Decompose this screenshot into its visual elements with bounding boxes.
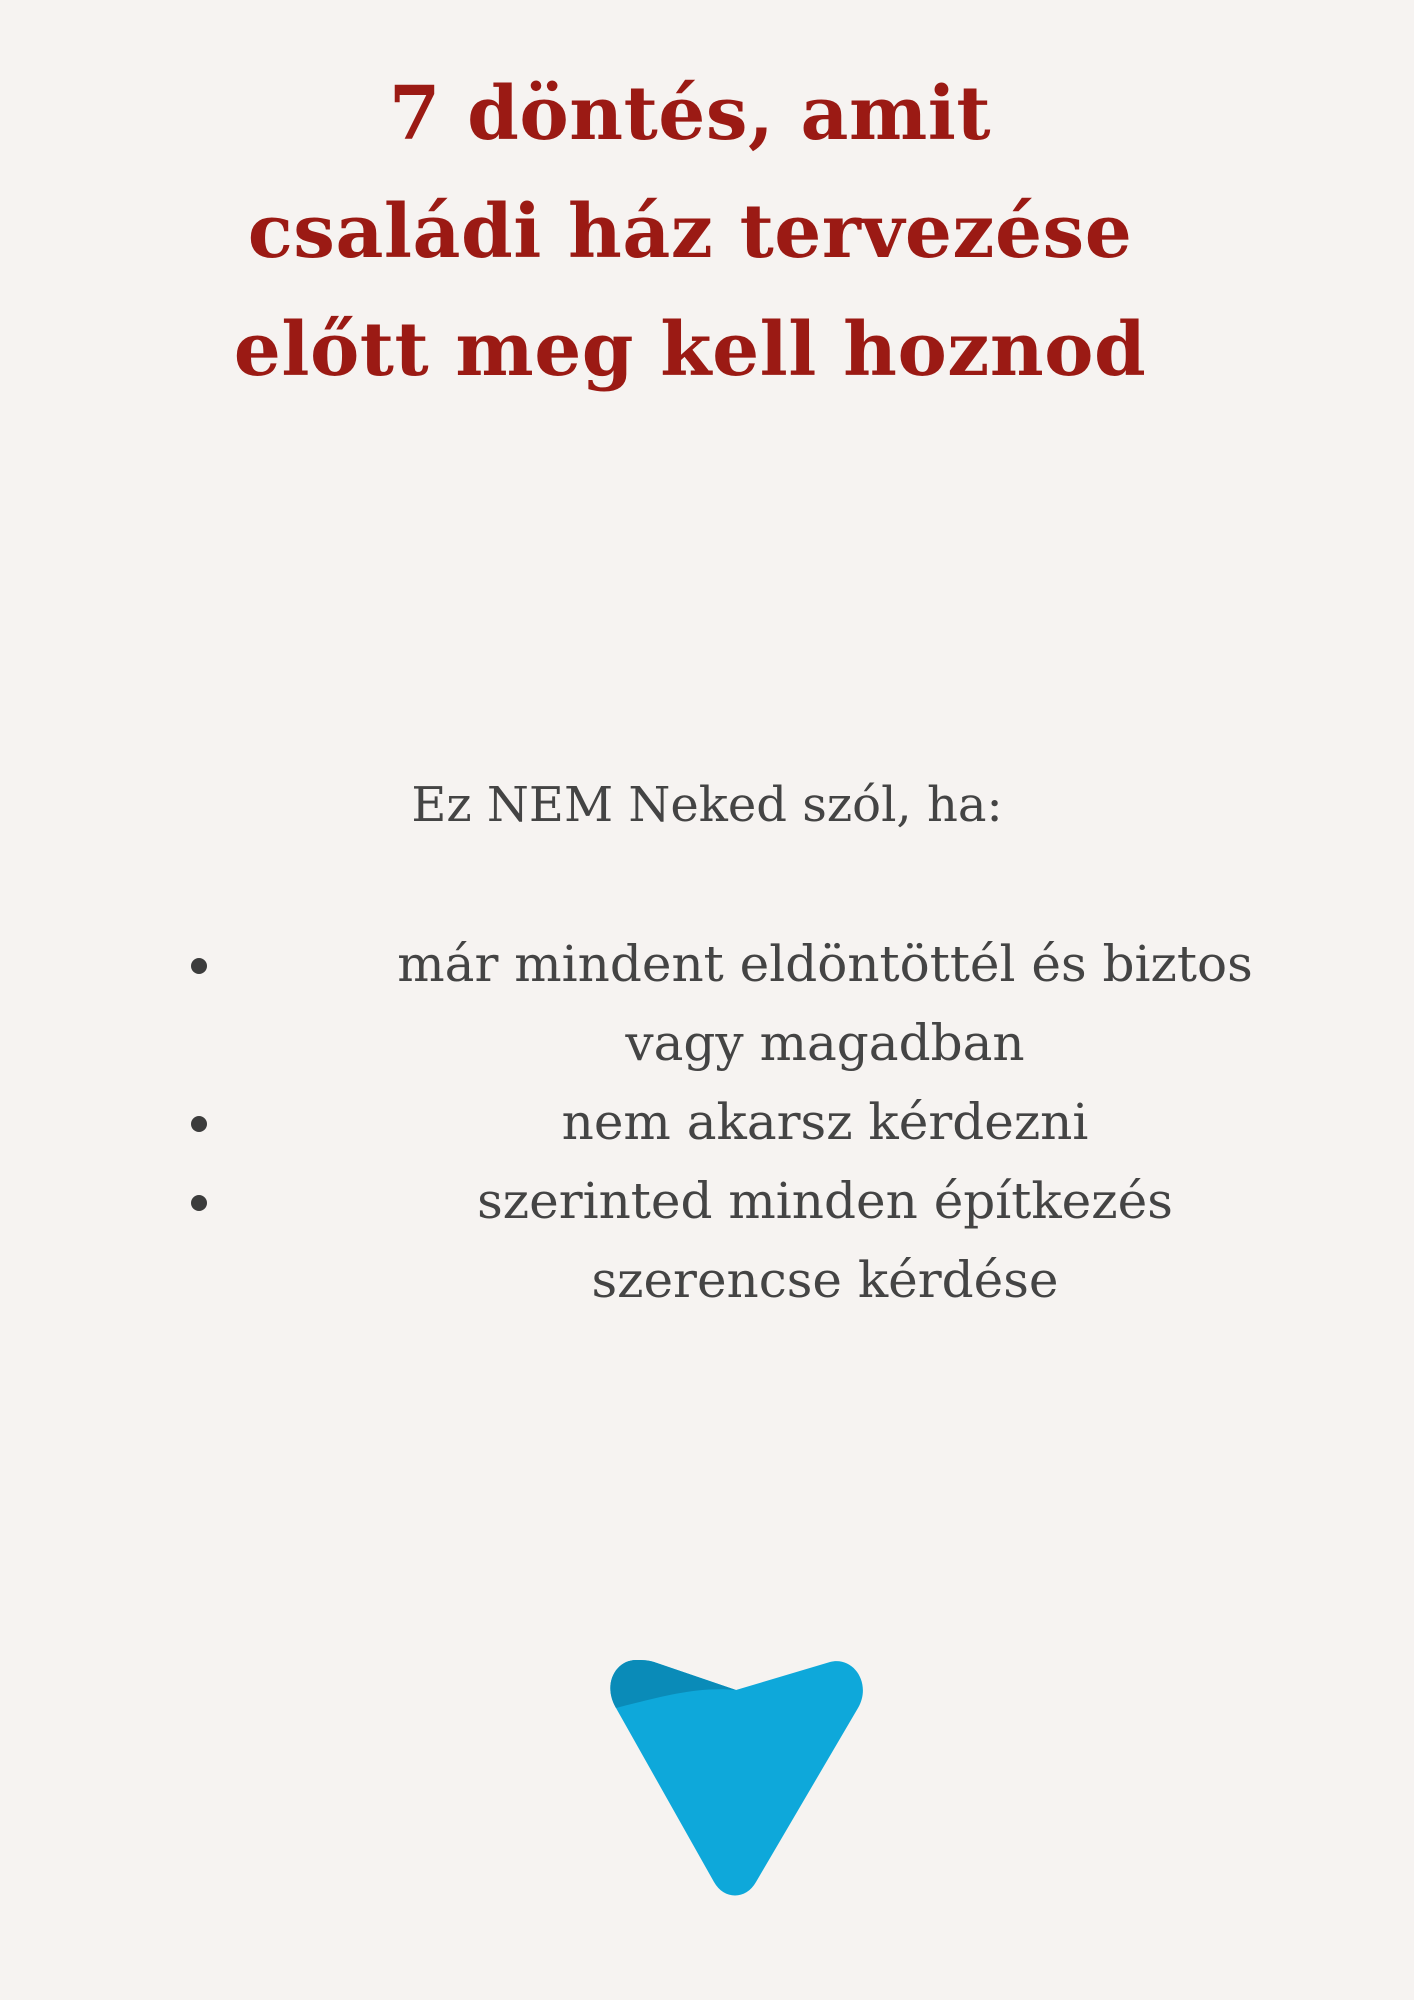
list-item — [170, 1083, 1380, 1162]
list-item — [170, 925, 1380, 1083]
list-item-line: vagy magadban — [625, 1014, 1025, 1072]
bullet-dot-icon — [191, 1195, 207, 1211]
page-title — [0, 55, 1380, 409]
list-item — [170, 1162, 1380, 1320]
list-item-line: szerinted minden építkezés — [477, 1172, 1173, 1230]
blue-triangle-logo-icon — [596, 1650, 876, 1905]
intro-text: Ez NEM Neked szól, ha: — [411, 777, 1003, 833]
list-item-text — [270, 1162, 1380, 1320]
bullet-list — [170, 925, 1380, 1320]
bullet-dot-icon — [191, 1116, 207, 1132]
list-item-line: már mindent eldöntöttél és biztos — [397, 935, 1253, 993]
list-item-text — [270, 925, 1380, 1083]
title-line-3: előtt meg kell hoznod — [233, 307, 1147, 393]
title-line-2: családi ház tervezése — [247, 189, 1133, 275]
list-item-text — [270, 1083, 1380, 1162]
title-line-1: 7 döntés, amit — [388, 71, 992, 157]
list-item-line: szerencse kérdése — [591, 1251, 1059, 1309]
bullet-dot-icon — [191, 958, 207, 974]
list-item-line: nem akarsz kérdezni — [561, 1093, 1089, 1151]
